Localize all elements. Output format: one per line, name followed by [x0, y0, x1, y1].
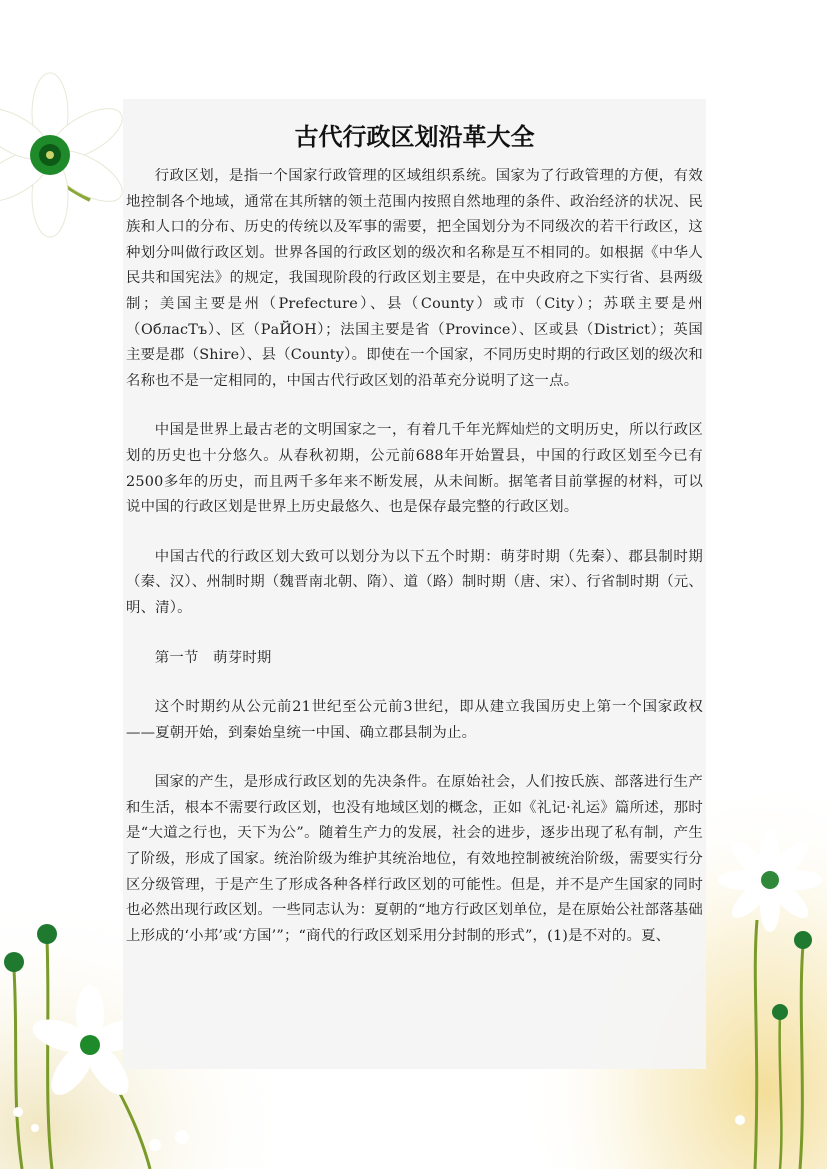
paragraph-periods: 中国古代的行政区划大致可以划分为以下五个时期：萌芽时期（先秦）、郡县制时期（秦、汉）、州制时期（魏晋南北朝、隋）、道（路）制时期（唐、宋）、行省制时期（元、明、清）。	[126, 548, 703, 616]
paragraph-intro: 行政区划，是指一个国家行政管理的区域组织系统。国家为了行政管理的方便，有效地控制各个地域，通常在其所辖的领土范围内按照自然地理的条件、政治经济的状况、民族和人口的分布、历史的传统以及军事的需要，把全国划分为不同级次的若干行政区，这种划分叫做行政区划。世界各国的行政区划的级次和名称是互不相同的。如根据《中华人民共和国宪法》的规定，我国现阶段的行政区划主要是，在中央政府之下实行省、县两级制；美国主要是州（Prefecture）、县（County）或市（City）；苏联主要是州（ОбласТъ）、区（РаЙОН）；法国主要是省（Province）、区或县（District）；英国主要是郡（Shire）、县（County）。即使在一个国家，不同历史时期的行政区划的级次和名称也不是一定相同的，中国古代行政区划的沿革充分说明了这一点。	[126, 168, 703, 389]
paragraph-history: 中国是世界上最古老的文明国家之一，有着几千年光辉灿烂的文明历史，所以行政区划的历史也十分悠久。从春秋初期，公元前688年开始置县，中国的行政区划至今已有2500多年的历史，而且两千多年来不断发展，从未间断。据笔者目前掌握的材料，可以说中国的行政区划是世界上历史最悠久、也是保存最完整的行政区划。	[126, 422, 703, 516]
top-left-flower	[0, 73, 130, 237]
section-heading: 第一节 萌芽时期	[154, 649, 272, 666]
document-body	[123, 99, 706, 1069]
paragraph-state-origin: 国家的产生，是形成行政区划的先决条件。在原始社会，人们按氏族、部落进行生产和生活，根本不需要行政区划，也没有地域区划的概念，正如《礼记·礼运》篇所述，那时是“大道之行也，天下为公”。随着生产力的发展，社会的进步，逐步出现了私有制，产生了阶级，形成了国家。统治阶级为维护其统治地位，有效地控制被统治阶级，需要实行分区分级管理，于是产生了形成各种各样行政区划的可能性。但是，并不是产生国家的同时也必然出现行政区划。一些同志认为：夏朝的“地方行政区划单位，是在原始公社部落基础上形成的‘小邦’或‘方国’”；“商代的行政区划采用分封制的形式”，(1)是不对的。夏、	[126, 774, 703, 944]
document-title: 古代行政区划沿革大全	[294, 123, 535, 151]
paragraph-period-scope: 这个时期约从公元前21世纪至公元前3世纪，即从建立我国历史上第一个国家政权——夏朝开始，到秦始皇统一中国、确立郡县制为止。	[126, 699, 703, 741]
